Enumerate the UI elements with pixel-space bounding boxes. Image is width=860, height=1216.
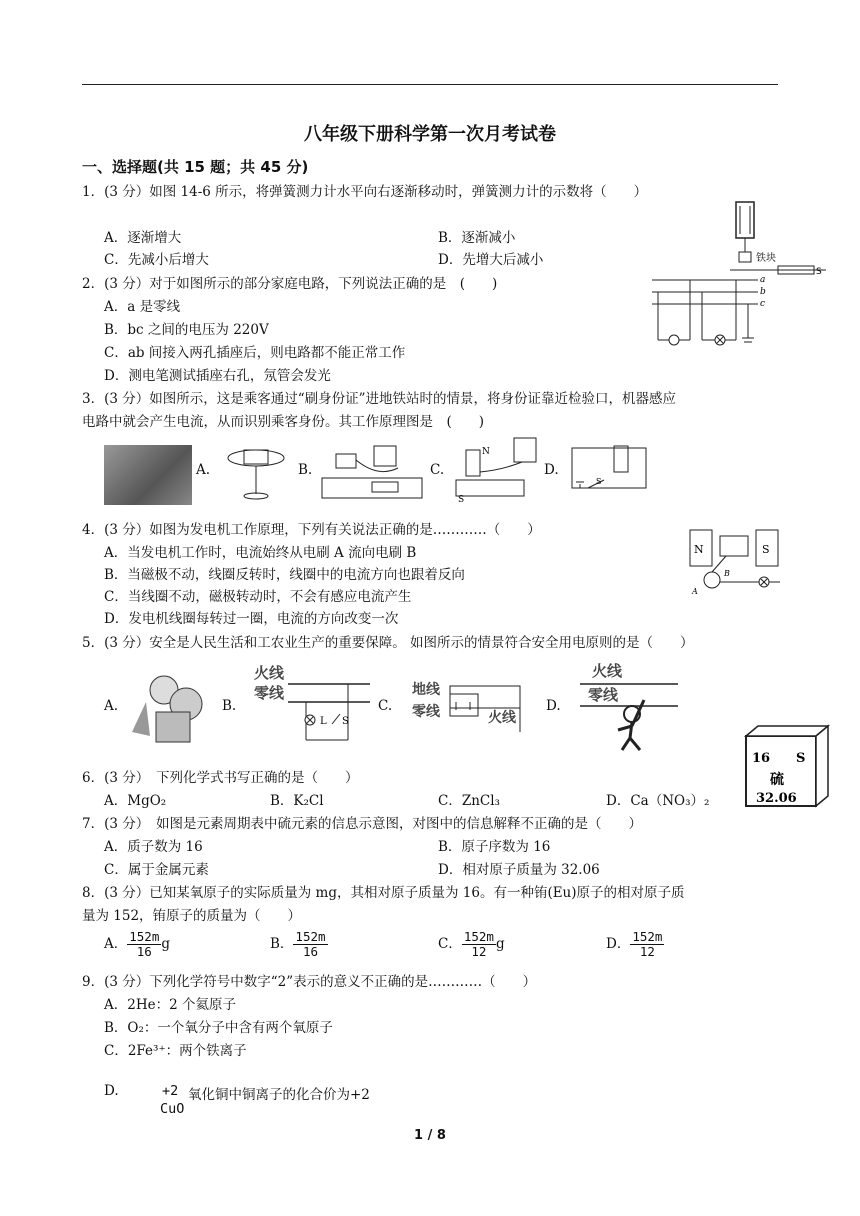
q4-option-d[interactable]: D．发电机线圈每转过一圈，电流的方向改变一次 (104, 611, 399, 627)
sulfur-element-card (742, 722, 834, 814)
q6-option-d[interactable]: D．Ca（NO₃）₂ (606, 793, 710, 809)
q2-fig-label-b: b (760, 287, 766, 297)
q1-option-c[interactable]: C．先减小后增大 (104, 252, 209, 268)
q2-option-a[interactable]: A．a 是零线 (104, 299, 181, 315)
svg-text:L: L (320, 716, 327, 727)
q5-option-d-label[interactable]: D. (546, 698, 561, 714)
element-symbol: S (796, 751, 806, 766)
q4-generator-figure (684, 522, 788, 596)
q3-figure-b-circuit (318, 438, 428, 504)
q3-stem-line1: 3．(3 分）如图所示，这是乘客通过“刷身份证”进地铁站时的情景，将身份证靠近检验口，机器感应 (82, 391, 677, 407)
q6-option-c[interactable]: C．ZnCl₃ (438, 793, 500, 809)
q8-c-fraction: $\frac{152m}{12}$ (463, 929, 494, 959)
q3-figure-d-relay (566, 442, 650, 496)
q5-c-ground: 地线 (412, 682, 440, 698)
q9-option-a[interactable]: A．2He：2 个氦原子 (104, 997, 236, 1013)
q3-stem-line2: 电路中就会产生电流，从而识别乘客身份。其工作原理图是 ( ) (82, 414, 485, 430)
section-heading: 一、选择题(共 15 题；共 45 分) (82, 158, 309, 176)
q2-option-b[interactable]: B．bc 之间的电压为 220V (104, 322, 269, 338)
header-rule (82, 84, 778, 85)
q5-option-c-label[interactable]: C. (378, 698, 393, 714)
q8-a-fraction: $\frac{152m}{16}$ (129, 929, 160, 959)
q4-fig-n: N (694, 543, 704, 556)
q5-figure-d-person (572, 660, 682, 752)
q5-b-fire: 火线 (254, 664, 285, 682)
q1-option-a[interactable]: A．逐渐增大 (104, 230, 182, 246)
q6-stem: 6．(3 分） 下列化学式书写正确的是（ ） (82, 770, 359, 786)
q4-fig-s: S (762, 543, 770, 556)
q3-photo-id-card (104, 445, 192, 505)
q2-option-c[interactable]: C．ab 间接入两孔插座后，则电路都不能正常工作 (104, 345, 406, 361)
q9-option-c[interactable]: C．2Fe³⁺：两个铁离子 (104, 1043, 247, 1059)
q6-option-a[interactable]: A．MgO₂ (104, 793, 167, 809)
q7-option-d[interactable]: D．相对原子质量为 32.06 (438, 862, 600, 878)
q1-option-b[interactable]: B．逐渐减小 (438, 230, 516, 246)
q4-option-b[interactable]: B．当磁极不动，线圈反转时，线圈中的电流方向也跟着反向 (104, 567, 465, 583)
q5-option-a-label[interactable]: A. (104, 698, 119, 714)
page-number: 1 / 8 (414, 1128, 446, 1143)
q3-figure-a-coil (216, 440, 292, 504)
q2-fig-label-a: a (760, 275, 766, 285)
q5-c-zero: 零线 (412, 704, 440, 720)
q1-option-d[interactable]: D．先增大后减小 (438, 252, 544, 268)
q2-option-d[interactable]: D．测电笔测试插座右孔，氖管会发光 (104, 368, 331, 384)
q9-d-formula: CuO (160, 1101, 185, 1117)
q7-stem: 7．(3 分） 如图是元素周期表中硫元素的信息示意图，对图中的信息解释不正确的是（ ） (82, 816, 642, 832)
q1-fig-s-label: S (816, 267, 822, 277)
q4-option-a[interactable]: A．当发电机工作时，电流始终从电刷 A 流向电刷 B (104, 545, 417, 561)
q4-fig-b: B (724, 569, 730, 578)
q9-stem: 9．(3 分）下列化学符号中数字“2”表示的意义不正确的是…………（ ） (82, 974, 537, 990)
q5-figure-a-cartoon (126, 662, 218, 750)
q5-d-fire: 火线 (592, 662, 623, 680)
page-title: 八年级下册科学第一次月考试卷 (304, 124, 556, 145)
q5-figure-b-circuit (244, 662, 374, 746)
q4-option-c[interactable]: C．当线圈不动，磁极转动时，不会有感应电流产生 (104, 589, 412, 605)
q3-option-c-label[interactable]: C. (430, 462, 445, 478)
q9-option-d-label[interactable]: D. (104, 1083, 119, 1099)
q2-circuit-figure (650, 268, 770, 350)
q5-stem: 5．(3 分）安全是人民生活和工农业生产的重要保障。 如图所示的情景符合安全用电原则的是（ ） (82, 635, 694, 651)
q4-stem: 4．(3 分）如图为发电机工作原理，下列有关说法正确的是…………（ ） (82, 522, 541, 538)
q1-fig-iron-label: 铁块 (756, 253, 776, 264)
q1-stem: 1．(3 分）如图 14-6 所示，将弹簧测力计水平向右逐渐移动时，弹簧测力计的示数将（ ） (82, 184, 648, 200)
q8-stem-line1: 8．(3 分）已知某氧原子的实际质量为 mg，其相对原子质量为 16。有一种铕(Eu)原子的相对原子质 (82, 885, 685, 901)
q3-option-a-label[interactable]: A. (196, 462, 211, 478)
q3-fig-n: N (482, 447, 490, 457)
q5-b-zero: 零线 (254, 684, 285, 702)
q9-d-valence: +2 (162, 1083, 179, 1099)
q3-fig-s: S (458, 495, 465, 505)
q5-d-zero: 零线 (588, 686, 619, 704)
q5-figure-c-socket (410, 672, 536, 742)
q8-d-fraction: $\frac{152m}{12}$ (632, 929, 663, 959)
q9-option-b[interactable]: B．O₂：一个氧分子中含有两个氧原子 (104, 1020, 333, 1036)
q4-fig-a: A (692, 587, 698, 596)
q5-option-b-label[interactable]: B. (222, 698, 237, 714)
q9-d-text: 氧化铜中铜离子的化合价为+2 (188, 1087, 370, 1103)
q7-option-c[interactable]: C．属于金属元素 (104, 862, 209, 878)
q7-option-b[interactable]: B．原子序数为 16 (438, 839, 551, 855)
q3-figure-c-magnet (452, 436, 540, 506)
q6-option-b[interactable]: B．K₂Cl (270, 793, 324, 809)
element-mass: 32.06 (756, 791, 797, 806)
svg-text:S: S (596, 477, 602, 486)
q5-c-fire: 火线 (488, 710, 516, 726)
q7-option-a[interactable]: A．质子数为 16 (104, 839, 203, 855)
q2-fig-label-c: c (760, 299, 766, 309)
q8-option-d[interactable]: D． $\frac{152m}{12}$ (606, 929, 663, 959)
q3-option-b-label[interactable]: B. (298, 462, 313, 478)
q8-option-a[interactable]: A． $\frac{152m}{16}$ g (104, 929, 171, 959)
q8-option-c[interactable]: C． $\frac{152m}{12}$ g (438, 929, 505, 959)
element-name: 硫 (770, 772, 784, 788)
element-number: 16 (752, 751, 771, 766)
q8-stem-line2: 量为 152，铕原子的质量为（ ） (82, 908, 302, 924)
q3-option-d-label[interactable]: D. (544, 462, 559, 478)
svg-text:S: S (342, 716, 349, 727)
q8-option-b[interactable]: B． $\frac{152m}{16}$ (270, 929, 326, 959)
q8-b-fraction: $\frac{152m}{16}$ (295, 929, 326, 959)
q2-stem: 2．(3 分）对于如图所示的部分家庭电路，下列说法正确的是 ( ) (82, 276, 498, 292)
